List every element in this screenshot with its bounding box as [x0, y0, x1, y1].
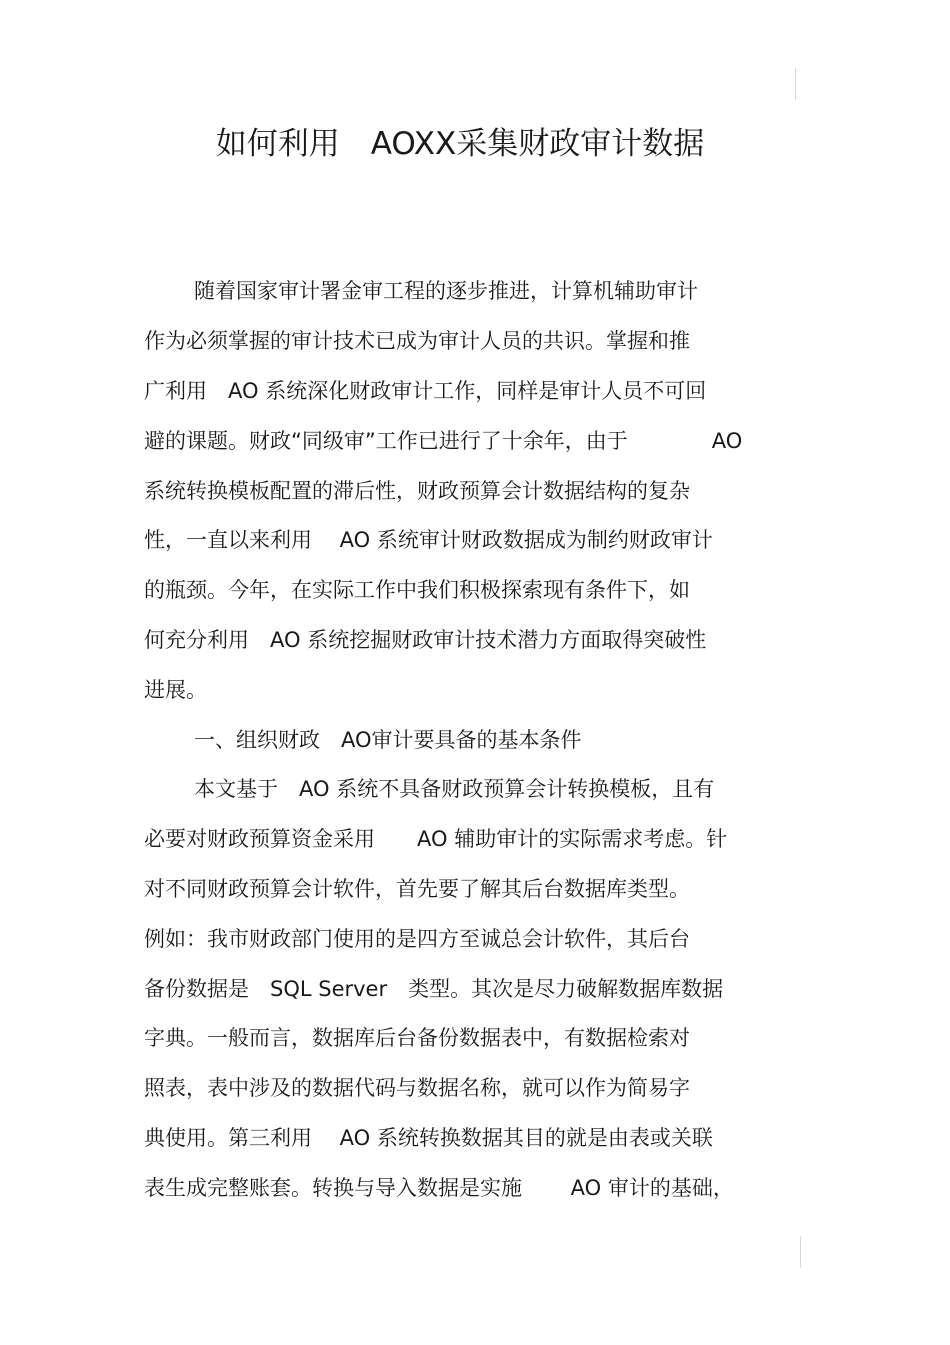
paragraph-line: 进展。 [144, 678, 207, 702]
paragraph-line: 本文基于 AO 系统不具备财政预算会计转换模板，且有 [194, 777, 715, 801]
page-edge-mark-bottom [800, 1236, 801, 1268]
paragraph-line: 随着国家审计署金审工程的逐步推进，计算机辅助审计 [194, 279, 698, 303]
paragraph-line: 例如：我市财政部门使用的是四方至诚总会计软件，其后台 [144, 927, 690, 951]
paragraph-line: 避的课题。财政“同级审”工作已进行了十余年，由于 AO [144, 429, 743, 453]
paragraph-line: 作为必须掌握的审计技术已成为审计人员的共识。掌握和推 [144, 329, 690, 353]
paragraph-line: 字典。一般而言，数据库后台备份数据表中，有数据检索对 [144, 1026, 690, 1050]
page-edge-mark-top [795, 68, 796, 100]
paragraph-line: 对不同财政预算会计软件，首先要了解其后台数据库类型。 [144, 877, 690, 901]
paragraph-line: 备份数据是 SQL Server 类型。其次是尽力破解数据库数据 [144, 977, 724, 1001]
paragraph-line: 系统转换模板配置的滞后性，财政预算会计数据结构的复杂 [144, 479, 690, 503]
document-title: 如何利用 AOXX采集财政审计数据 [215, 126, 705, 162]
paragraph-line: 必要对财政预算资金采用 AO 辅助审计的实际需求考虑。针 [144, 827, 728, 851]
paragraph-line: 何充分利用 AO 系统挖掘财政审计技术潜力方面取得突破性 [144, 628, 707, 652]
paragraph-line: 的瓶颈。今年，在实际工作中我们积极探索现有条件下，如 [144, 578, 690, 602]
paragraph-line: 广利用 AO 系统深化财政审计工作，同样是审计人员不可回 [144, 379, 707, 403]
paragraph-line: 表生成完整账套。转换与导入数据是实施 AO 审计的基础， [144, 1176, 734, 1200]
paragraph-line: 性，一直以来利用 AO 系统审计财政数据成为制约财政审计 [144, 528, 713, 552]
paragraph-line: 典使用。第三利用 AO 系统转换数据其目的就是由表或关联 [144, 1126, 713, 1150]
paragraph-line: 照表，表中涉及的数据代码与数据名称，就可以作为简易字 [144, 1076, 690, 1100]
section-heading: 一、组织财政 AO审计要具备的基本条件 [194, 728, 582, 752]
